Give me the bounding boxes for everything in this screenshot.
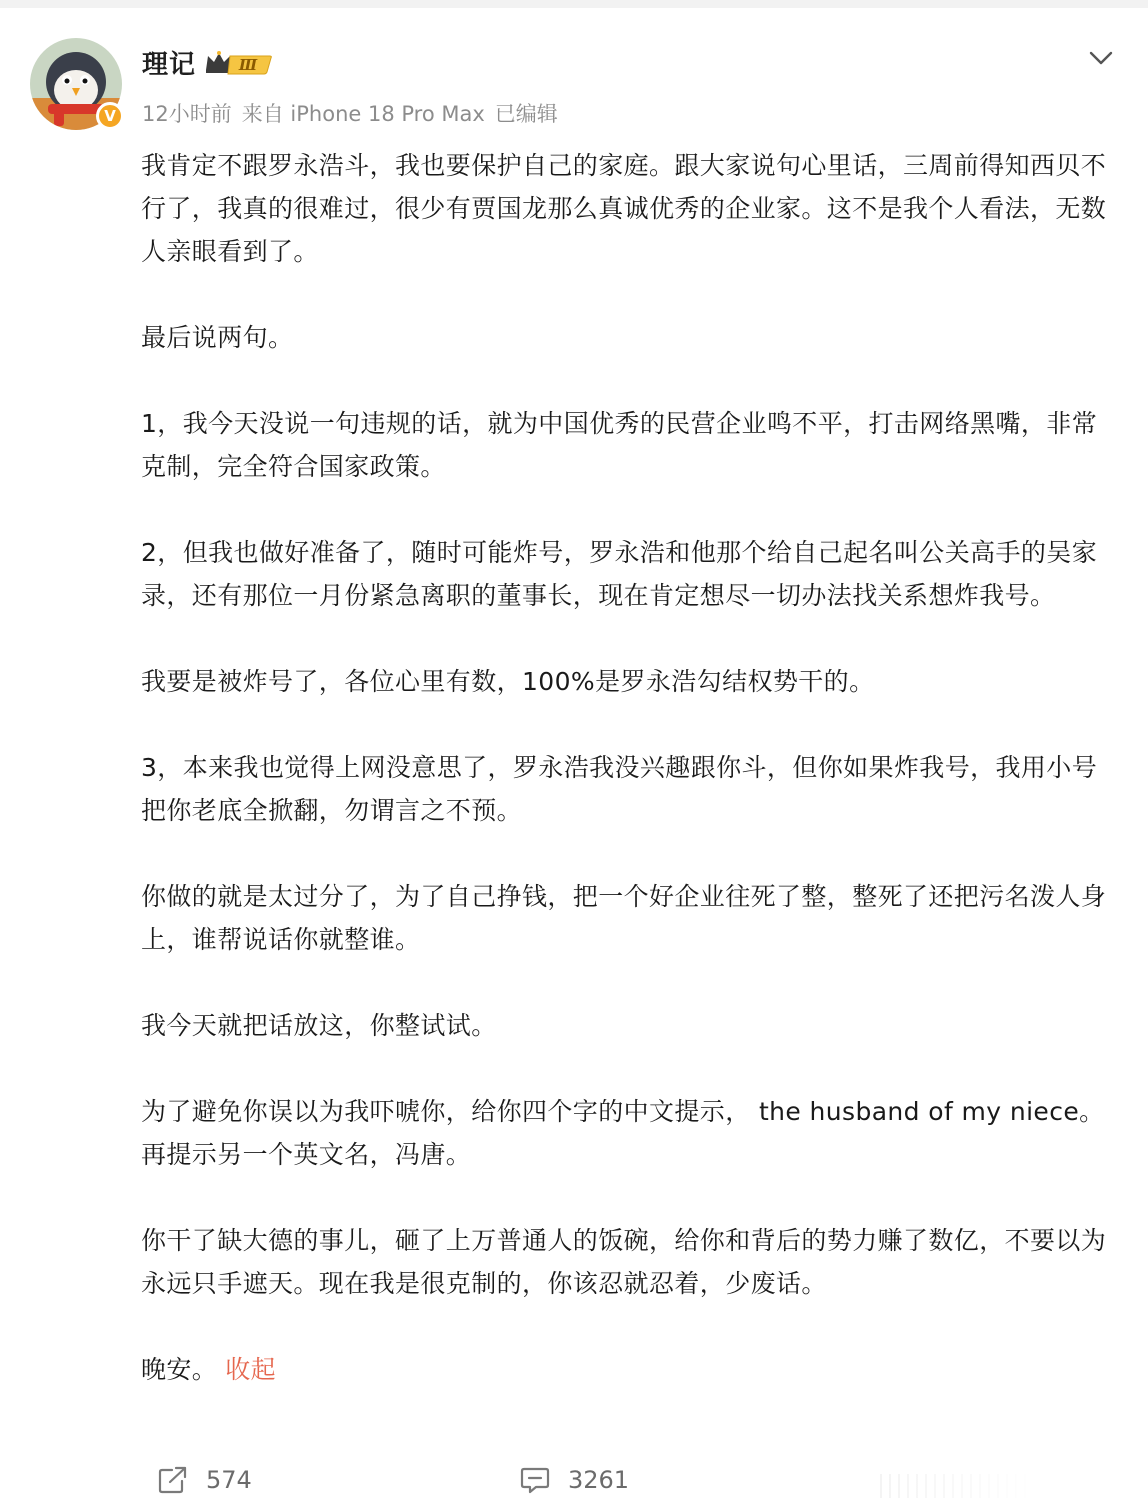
action-bar bbox=[0, 1456, 1148, 1512]
paragraph: 我要是被炸号了，各位心里有数，100%是罗永浩勾结权势干的。 bbox=[141, 667, 875, 696]
paragraph: 3，本来我也觉得上网没意思了，罗永浩我没兴趣跟你斗，但你如果炸我号，我用小号把你老底全掀翻，勿谓言之不预。 bbox=[141, 753, 1098, 825]
closing-paragraph bbox=[141, 1348, 1116, 1391]
closing-text: 晚安。 bbox=[141, 1355, 218, 1384]
paragraph: 2，但我也做好准备了，随时可能炸号，罗永浩和他那个给自己起名叫公关高手的吴家录，还有那位一月份紧急离职的董事长，现在肯定想尽一切办法找关系想炸我号。 bbox=[141, 538, 1098, 610]
paragraph: 1，我今天没说一句违规的话，就为中国优秀的民营企业鸣不平，打击网络黑嘴，非常克制，完全符合国家政策。 bbox=[141, 409, 1098, 481]
repost-count: 574 bbox=[206, 1466, 252, 1494]
comment-count: 3261 bbox=[568, 1466, 630, 1494]
paragraph: 你干了缺大德的事儿，砸了上万普通人的饭碗，给你和背后的势力赚了数亿，不要以为永远只手遮天。现在我是很克制的，你该忍就忍着，少废话。 bbox=[141, 1226, 1107, 1298]
paragraph: 最后说两句。 bbox=[141, 323, 294, 352]
post-time: 12小时前 bbox=[142, 102, 232, 126]
chevron-down-icon[interactable] bbox=[1088, 48, 1114, 68]
collapse-link[interactable]: 收起 bbox=[225, 1355, 277, 1384]
vip-level-text: Ⅲ bbox=[238, 56, 258, 74]
paragraph: 我今天就把话放这，你整试试。 bbox=[141, 1011, 497, 1040]
weibo-post-card bbox=[0, 8, 1148, 1512]
repost-icon bbox=[158, 1466, 188, 1494]
paragraph: 我肯定不跟罗永浩斗，我也要保护自己的家庭。跟大家说句心里话，三周前得知西贝不行了，我真的很难过，很少有贾国龙那么真诚优秀的企业家。这不是我个人看法，无数人亲眼看到了。 bbox=[141, 151, 1107, 266]
repost-button[interactable] bbox=[158, 1466, 252, 1494]
edited-label[interactable]: 已编辑 bbox=[494, 102, 558, 126]
post-content bbox=[141, 144, 1116, 1391]
vip-crown-badge-icon[interactable] bbox=[204, 48, 274, 76]
user-row bbox=[142, 42, 274, 82]
comment-button[interactable] bbox=[520, 1466, 629, 1494]
verified-badge: V bbox=[96, 102, 124, 130]
comment-icon bbox=[520, 1466, 550, 1494]
post-meta bbox=[142, 98, 568, 128]
paragraph: 你做的就是太过分了，为了自己挣钱，把一个好企业往死了整，整死了还把污名泼人身上，谁帮说话你就整谁。 bbox=[141, 882, 1107, 954]
username[interactable]: 理记 bbox=[142, 49, 197, 80]
post-source: 来自 iPhone 18 Pro Max bbox=[241, 102, 485, 126]
avatar[interactable] bbox=[30, 38, 122, 130]
footer-fade-overlay bbox=[780, 1456, 1148, 1512]
paragraph: 为了避免你误以为我吓唬你，给你四个字的中文提示， the husband of my niece。再提示另一个英文名，冯唐。 bbox=[141, 1097, 1105, 1169]
